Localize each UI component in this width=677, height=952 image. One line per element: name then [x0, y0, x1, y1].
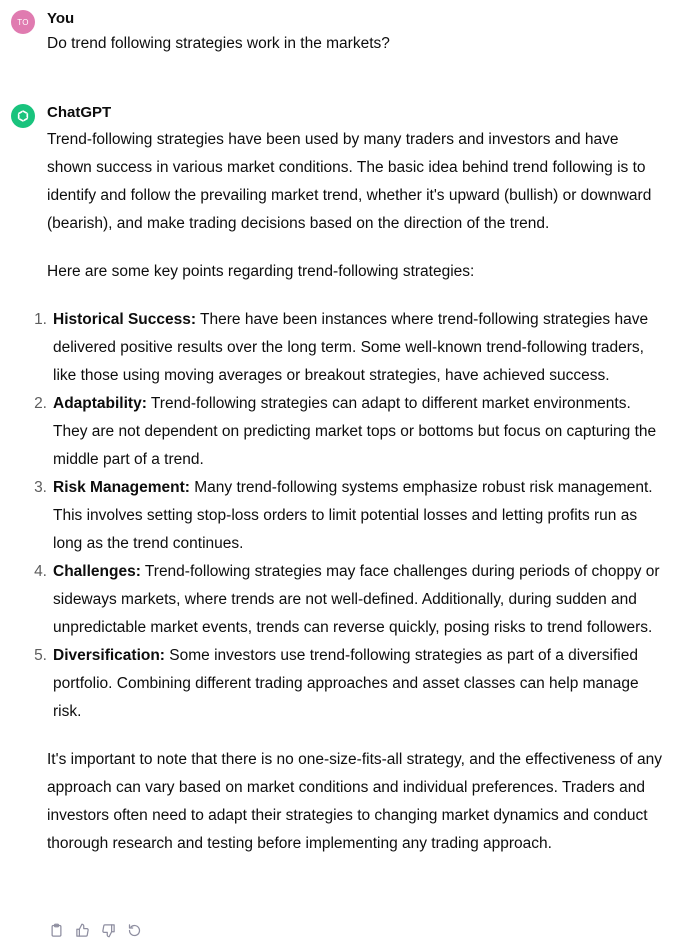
- thumbs-up-icon: [75, 923, 90, 938]
- list-item-text: There have been instances where trend-following strategies have delivered positive results over the long term. Some well-known trend-following traders, like those using moving averages or breakout strategies, have achieved success.: [53, 311, 649, 384]
- list-item-number: 4.: [34, 563, 47, 580]
- thumbs-down-icon: [101, 923, 116, 938]
- list-item-title: Challenges:: [53, 563, 141, 580]
- user-message-text: Do trend following strategies work in the markets?: [47, 35, 390, 52]
- list-item: [34, 306, 665, 390]
- list-item-text: Some investors use trend-following strategies as part of a diversified portfolio. Combining different trading approaches and asset classes can help manage risk.: [53, 647, 639, 720]
- copy-button[interactable]: [47, 921, 65, 939]
- message-actions: [47, 921, 143, 939]
- list-item-title: Risk Management:: [53, 479, 190, 496]
- list-item: [34, 558, 665, 642]
- list-item: [34, 642, 665, 726]
- list-item-number: 2.: [34, 395, 47, 412]
- clipboard-icon: [49, 923, 64, 938]
- regenerate-button[interactable]: [125, 921, 143, 939]
- key-points-list: [34, 306, 665, 726]
- list-item-title: Historical Success:: [53, 311, 197, 328]
- list-item-text: Many trend-following systems emphasize robust risk management. This involves setting stop-loss orders to limit potential losses and letting profits run as long as the trend continues.: [53, 479, 653, 552]
- list-item: [34, 474, 665, 558]
- chatgpt-logo-icon: [11, 104, 35, 128]
- intro-paragraph: Trend-following strategies have been used by many traders and investors and have shown success in various market conditions. The basic idea behind trend following is to identify and follow the prevailing market trend, whether it's upward (bullish) or downward (bearish), and make trading decisions based on the direction of the trend.: [47, 131, 652, 232]
- list-item-number: 1.: [34, 311, 47, 328]
- list-item-title: Adaptability:: [53, 395, 147, 412]
- lead-paragraph: Here are some key points regarding trend-following strategies:: [47, 263, 475, 280]
- conclusion-paragraph: It's important to note that there is no one-size-fits-all strategy, and the effectiveness of any approach can vary based on market conditions and individual preferences. Traders and investors often need to adapt their strategies to changing market dynamics and conduct thorough research and testing before implementing any trading approach.: [47, 751, 662, 852]
- list-item-number: 5.: [34, 647, 47, 664]
- list-item: [34, 390, 665, 474]
- list-item-title: Diversification:: [53, 647, 165, 664]
- user-name: You: [47, 10, 75, 27]
- list-item-number: 3.: [34, 479, 47, 496]
- assistant-name: ChatGPT: [47, 104, 112, 121]
- assistant-message-body: [34, 126, 665, 878]
- list-item-text: Trend-following strategies may face challenges during periods of choppy or sideways markets, where trends are not well-defined. Additionally, during sudden and unpredictable market events, trends can reverse quickly, posing risks to trend followers.: [53, 563, 660, 636]
- list-item-text: Trend-following strategies can adapt to different market environments. They are not dependent on predicting market tops or bottoms but focus on capturing the middle part of a trend.: [53, 395, 657, 468]
- user-avatar-initials: TO: [17, 17, 29, 27]
- regenerate-icon: [127, 923, 142, 938]
- user-avatar: [11, 10, 35, 34]
- thumbs-up-button[interactable]: [73, 921, 91, 939]
- thumbs-down-button[interactable]: [99, 921, 117, 939]
